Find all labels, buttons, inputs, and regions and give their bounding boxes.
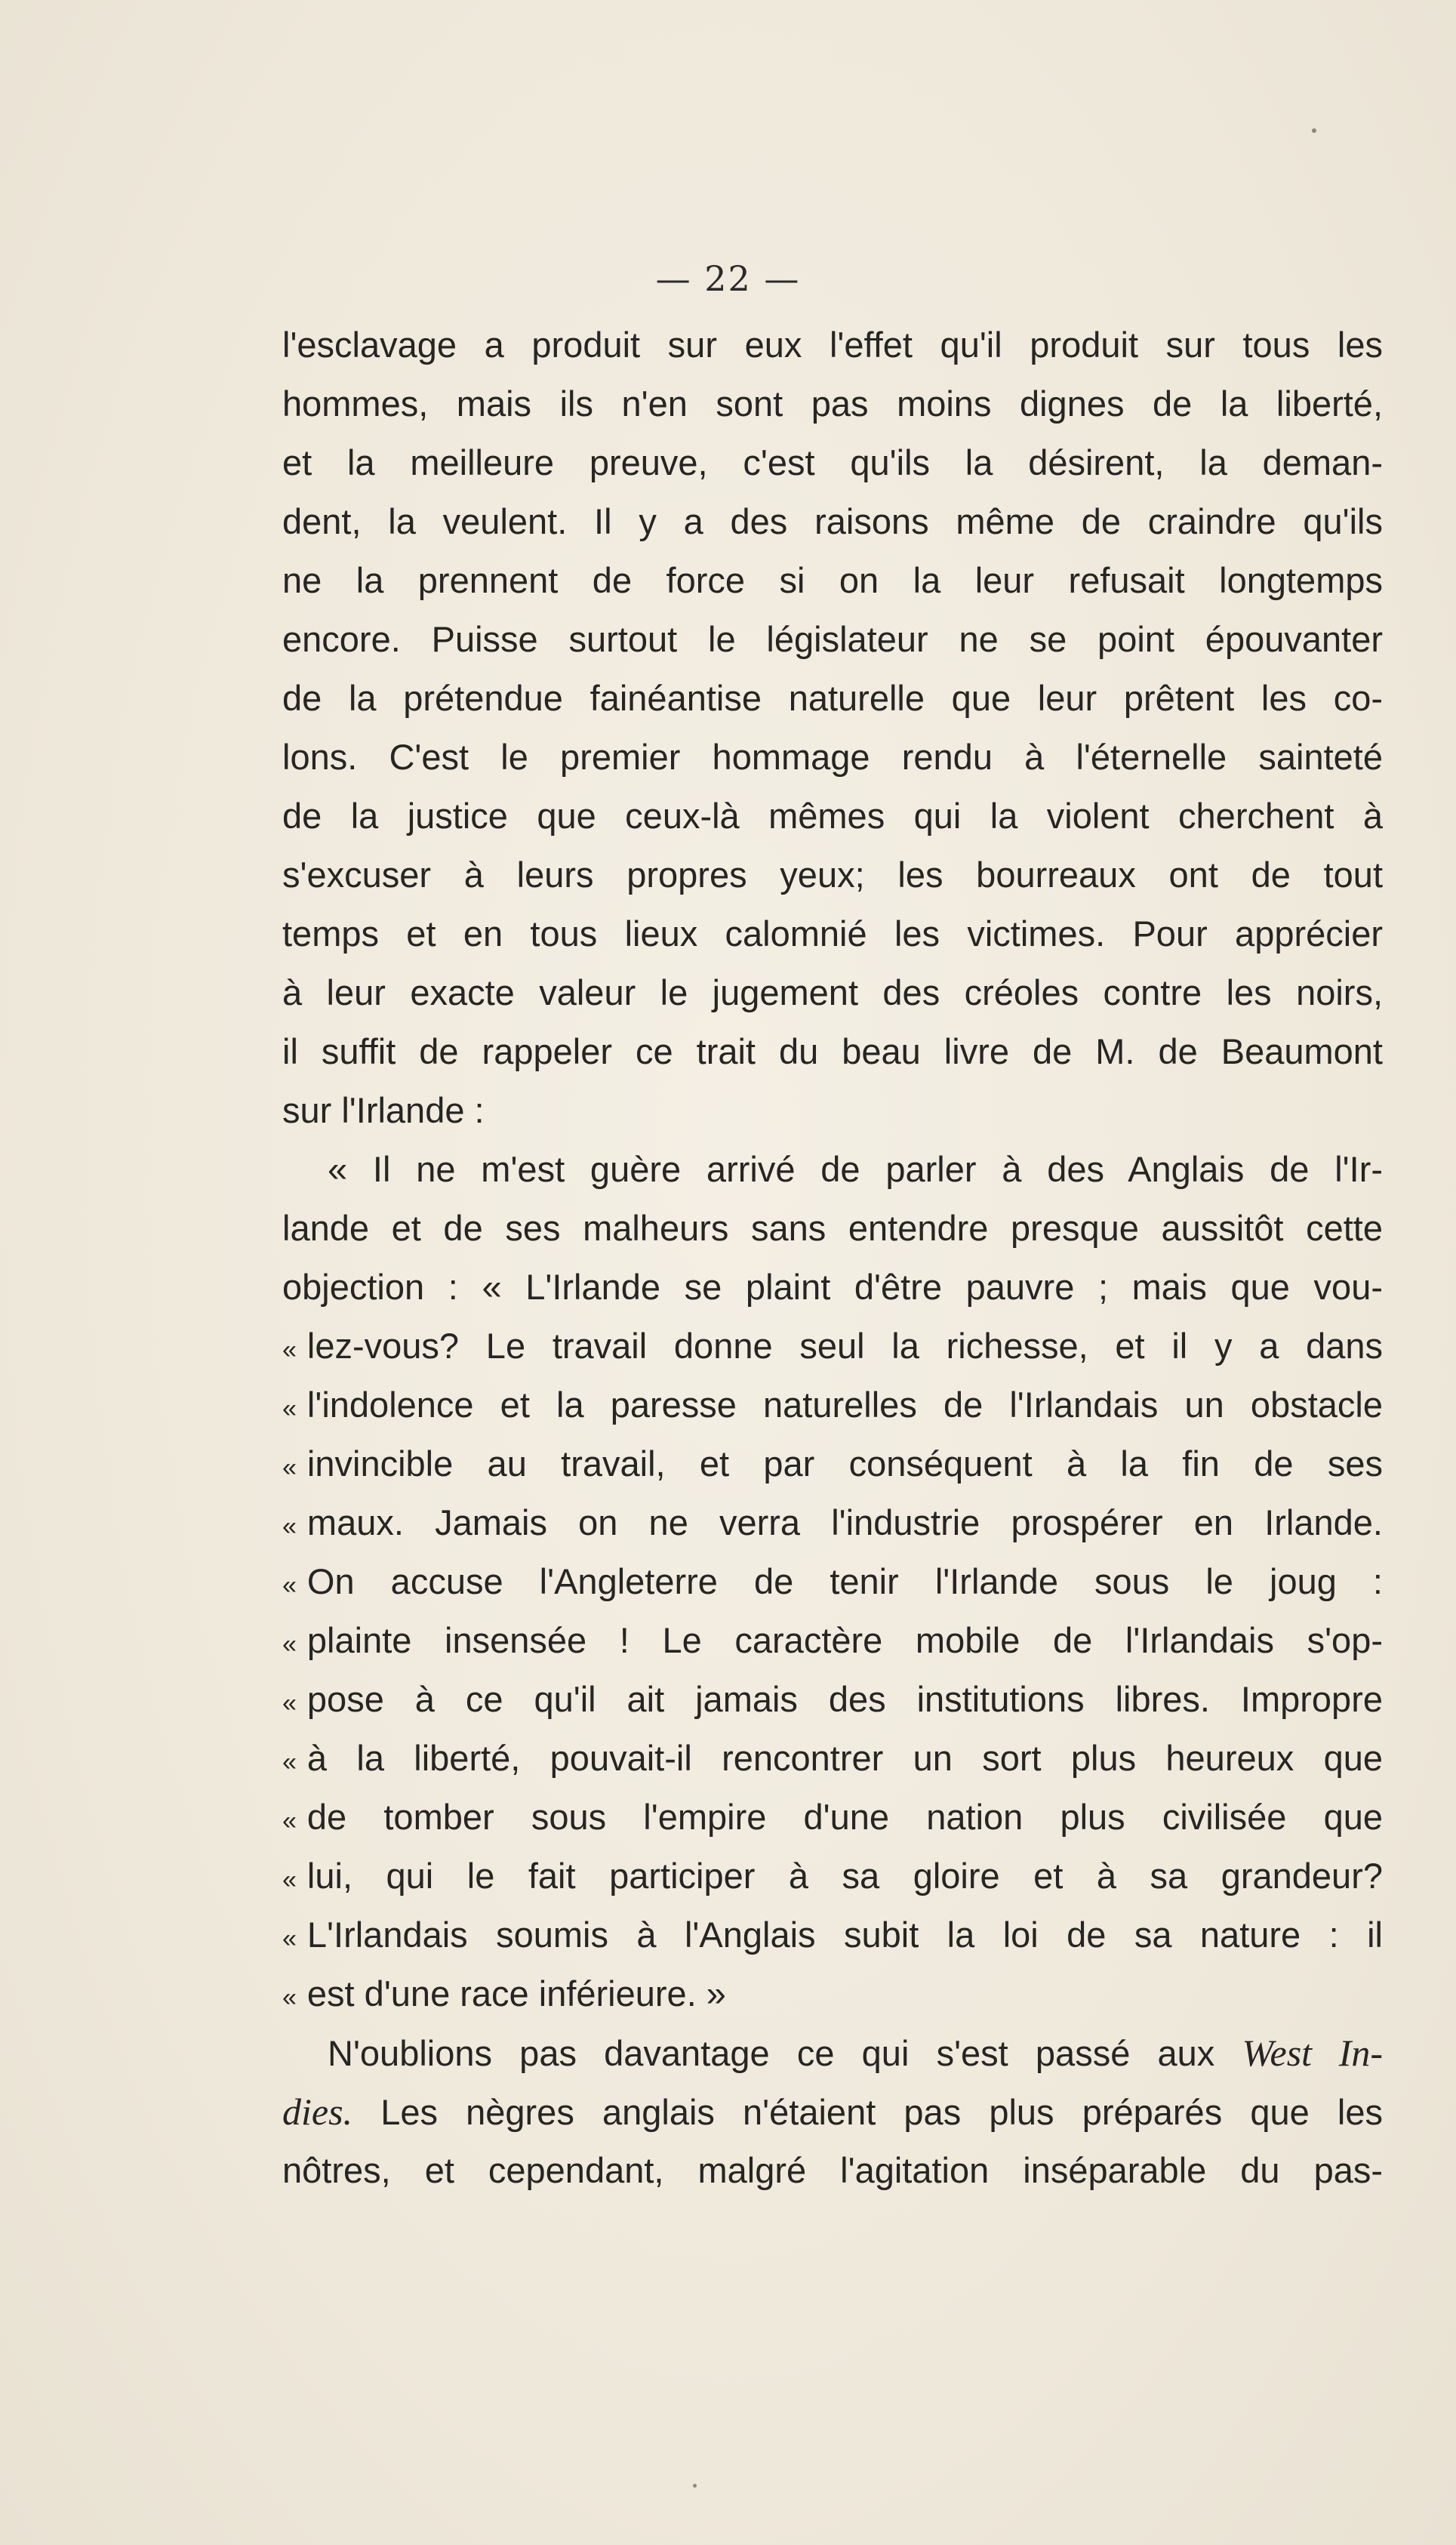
- text-line: [282, 963, 1383, 1022]
- line-text: lons. C'est le premier hommage rendu à l'éternelle sainteté: [282, 737, 1383, 777]
- body-text: [282, 316, 1383, 2200]
- quote-mark: «: [282, 1512, 297, 1541]
- line-text: pose à ce qu'il ait jamais des institutions libres. Impropre: [306, 1679, 1383, 1719]
- quote-mark: «: [282, 1807, 297, 1835]
- quote-mark: «: [282, 1924, 297, 1953]
- text-line: [282, 1434, 1383, 1493]
- quote-mark: «: [282, 1983, 297, 2012]
- line-text: s'excuser à leurs propres yeux; les bourreaux ont de tout: [282, 855, 1383, 895]
- quote-mark: «: [282, 1689, 297, 1718]
- text-line: [282, 551, 1383, 610]
- line-text: encore. Puisse surtout le législateur ne se point épouvanter: [282, 619, 1383, 659]
- line-text: « Il ne m'est guère arrivé de parler à des Anglais de l'Ir-: [328, 1149, 1383, 1189]
- line-text: est d'une race inférieure. »: [306, 1973, 726, 2014]
- quote-mark: «: [282, 1630, 297, 1659]
- text-line: [282, 846, 1383, 904]
- text-line: [282, 1788, 1383, 1847]
- text-line: [282, 1258, 1383, 1317]
- line-text: l'indolence et la paresse naturelles de l'Irlandais un obstacle: [306, 1385, 1383, 1425]
- text-line: [282, 1964, 1383, 2023]
- text-line: [282, 1729, 1383, 1788]
- text-line: [282, 787, 1383, 846]
- text-line: [282, 1022, 1383, 1081]
- text-line: [282, 610, 1383, 669]
- text-line: [282, 1140, 1383, 1199]
- line-text: et la meilleure preuve, c'est qu'ils la désirent, la deman-: [282, 442, 1383, 482]
- line-text: temps et en tous lieux calomnié les victimes. Pour apprécier: [282, 914, 1383, 954]
- quote-mark: «: [282, 1866, 297, 1894]
- line-text: Les nègres anglais n'étaient pas plus préparés que les: [352, 2092, 1383, 2132]
- text-line: [282, 492, 1383, 551]
- paper-speck: [1312, 128, 1316, 133]
- line-text: de tomber sous l'empire d'une nation plus civilisée que: [306, 1797, 1383, 1837]
- text-line: [282, 1552, 1383, 1611]
- text-line: [282, 2082, 1383, 2141]
- line-text: de la prétendue fainéantise naturelle que leur prêtent les co-: [282, 678, 1383, 718]
- text-line: [282, 1611, 1383, 1670]
- text-line: [282, 2141, 1383, 2200]
- text-line: [282, 1199, 1383, 1258]
- line-text: objection : « L'Irlande se plaint d'être pauvre ; mais que vou-: [282, 1267, 1383, 1307]
- quote-mark: «: [282, 1748, 297, 1776]
- italic-text: dies.: [282, 2091, 353, 2133]
- text-line: [282, 728, 1383, 787]
- text-line: [282, 316, 1383, 374]
- line-text: lui, qui le fait participer à sa gloire et à sa grandeur?: [306, 1856, 1383, 1896]
- text-line: [282, 374, 1383, 433]
- line-text: N'oublions pas davantage ce qui s'est passé aux: [328, 2033, 1242, 2073]
- line-text: de la justice que ceux-là mêmes qui la violent cherchent à: [282, 796, 1383, 836]
- text-line: [282, 2023, 1383, 2082]
- text-line: [282, 433, 1383, 492]
- line-text: L'Irlandais soumis à l'Anglais subit la loi de sa nature : il: [306, 1915, 1383, 1955]
- quote-mark: «: [282, 1453, 297, 1482]
- text-line: [282, 1317, 1383, 1376]
- line-text: à la liberté, pouvait-il rencontrer un sort plus heureux que: [306, 1738, 1383, 1778]
- text-line: [282, 669, 1383, 728]
- text-line: [282, 1847, 1383, 1906]
- page-number: — 22 —: [655, 258, 801, 299]
- text-line: [282, 1906, 1383, 1964]
- line-text: On accuse l'Angleterre de tenir l'Irlande sous le joug :: [306, 1561, 1383, 1601]
- text-line: [282, 1670, 1383, 1729]
- line-text: nôtres, et cependant, malgré l'agitation inséparable du pas-: [282, 2150, 1383, 2190]
- line-text: dent, la veulent. Il y a des raisons même de craindre qu'ils: [282, 501, 1383, 541]
- line-text: plainte insensée ! Le caractère mobile de l'Irlandais s'op-: [306, 1620, 1383, 1660]
- text-line: [282, 1376, 1383, 1434]
- quote-mark: «: [282, 1336, 297, 1364]
- text-line: [282, 1081, 1383, 1140]
- line-text: lande et de ses malheurs sans entendre presque aussitôt cette: [282, 1208, 1383, 1248]
- line-text: lez-vous? Le travail donne seul la richesse, et il y a dans: [306, 1326, 1383, 1366]
- line-text: invincible au travail, et par conséquent à la fin de ses: [306, 1444, 1383, 1484]
- quote-mark: «: [282, 1394, 297, 1423]
- quote-mark: «: [282, 1571, 297, 1600]
- line-text: maux. Jamais on ne verra l'industrie prospérer en Irlande.: [306, 1502, 1383, 1542]
- line-text: hommes, mais ils n'en sont pas moins dignes de la liberté,: [282, 384, 1383, 424]
- italic-text: West In-: [1242, 2032, 1383, 2074]
- text-line: [282, 904, 1383, 963]
- text-line: [282, 1493, 1383, 1552]
- line-text: ne la prennent de force si on la leur refusait longtemps: [282, 560, 1383, 600]
- line-text: sur l'Irlande :: [282, 1090, 485, 1130]
- line-text: l'esclavage a produit sur eux l'effet qu'il produit sur tous les: [282, 325, 1383, 365]
- line-text: à leur exacte valeur le jugement des créoles contre les noirs,: [282, 972, 1383, 1012]
- paper-speck: [693, 2484, 697, 2488]
- line-text: il suffit de rappeler ce trait du beau livre de M. de Beaumont: [282, 1031, 1383, 1071]
